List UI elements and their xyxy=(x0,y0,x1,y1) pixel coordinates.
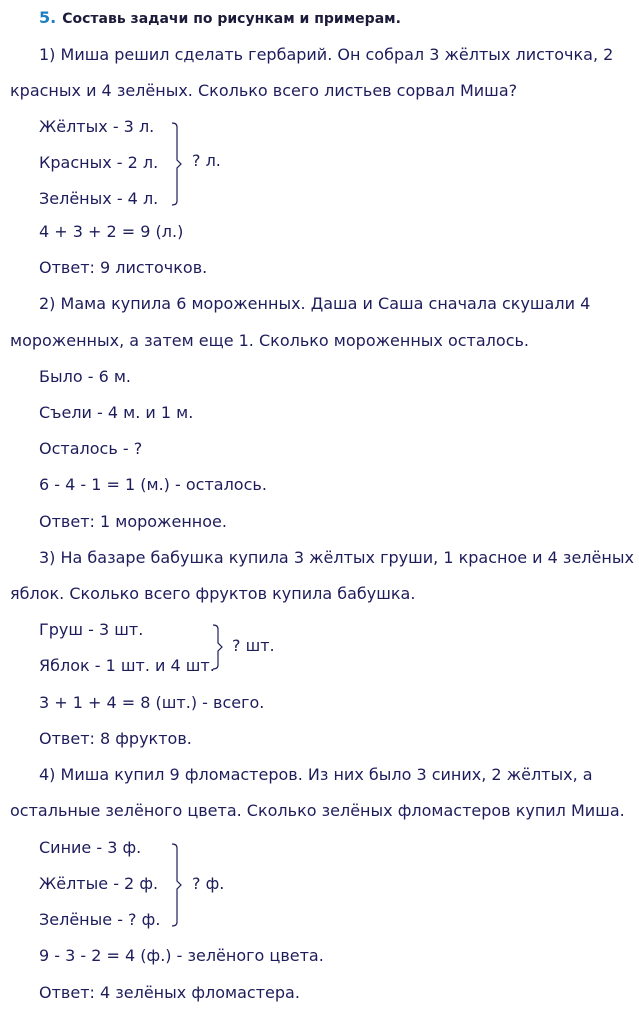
task4-item-blue: Синие - 3 ф. xyxy=(39,838,142,857)
task3-text-line2: яблок. Сколько всего фруктов купила бабушка. xyxy=(10,584,416,603)
task4-brace-label: ? ф. xyxy=(192,874,225,893)
task1-item-yellow: Жёлтых - 3 л. xyxy=(39,117,155,136)
task3-answer: Ответ: 8 фруктов. xyxy=(39,729,192,748)
task1-item-red: Красных - 2 л. xyxy=(39,153,159,172)
task3-item-apples: Яблок - 1 шт. и 4 шт. xyxy=(39,656,215,675)
task2-text-line2: мороженных, а затем еще 1. Сколько мороженных осталось. xyxy=(10,331,530,350)
task2-solution: 6 - 4 - 1 = 1 (м.) - осталось. xyxy=(39,475,267,494)
task2-item-had: Было - 6 м. xyxy=(39,367,131,386)
task3-solution: 3 + 1 + 4 = 8 (шт.) - всего. xyxy=(39,693,265,712)
task4-solution: 9 - 3 - 2 = 4 (ф.) - зелёного цвета. xyxy=(39,946,324,965)
task3-item-pears: Груш - 3 шт. xyxy=(39,620,144,639)
task3-brace-icon xyxy=(211,624,225,670)
task4-brace-icon xyxy=(170,843,184,927)
task3-brace-label: ? шт. xyxy=(232,636,275,655)
task4-item-yellow: Жёлтые - 2 ф. xyxy=(39,874,159,893)
task4-item-green: Зелёные - ? ф. xyxy=(39,910,161,929)
exercise-number: 5. xyxy=(39,8,57,27)
task1-answer: Ответ: 9 листочков. xyxy=(39,258,208,277)
task1-solution: 4 + 3 + 2 = 9 (л.) xyxy=(39,222,184,241)
task2-item-ate: Съели - 4 м. и 1 м. xyxy=(39,403,194,422)
task1-text-line1: 1) Миша решил сделать гербарий. Он собрал 3 жёлтых листочка, 2 xyxy=(39,45,614,64)
task2-item-left: Осталось - ? xyxy=(39,439,143,458)
task1-brace-icon xyxy=(170,122,184,206)
task4-text-line1: 4) Миша купил 9 фломастеров. Из них было 3 синих, 2 жёлтых, а xyxy=(39,765,593,784)
task4-answer: Ответ: 4 зелёных фломастера. xyxy=(39,983,300,1002)
task1-brace-label: ? л. xyxy=(192,151,221,170)
task2-answer: Ответ: 1 мороженное. xyxy=(39,512,227,531)
task1-item-green: Зелёных - 4 л. xyxy=(39,189,159,208)
task1-text-line2: красных и 4 зелёных. Сколько всего листьев сорвал Миша? xyxy=(10,81,518,100)
task3-text-line1: 3) На базаре бабушка купила 3 жёлтых груши, 1 красное и 4 зелёных xyxy=(39,548,634,567)
task4-text-line2: остальные зелёного цвета. Сколько зелёных фломастеров купил Миша. xyxy=(10,801,625,820)
exercise-title: Составь задачи по рисункам и примерам. xyxy=(62,11,401,27)
exercise-header xyxy=(39,8,401,29)
task2-text-line1: 2) Мама купила 6 мороженных. Даша и Саша сначала скушали 4 xyxy=(39,294,591,313)
